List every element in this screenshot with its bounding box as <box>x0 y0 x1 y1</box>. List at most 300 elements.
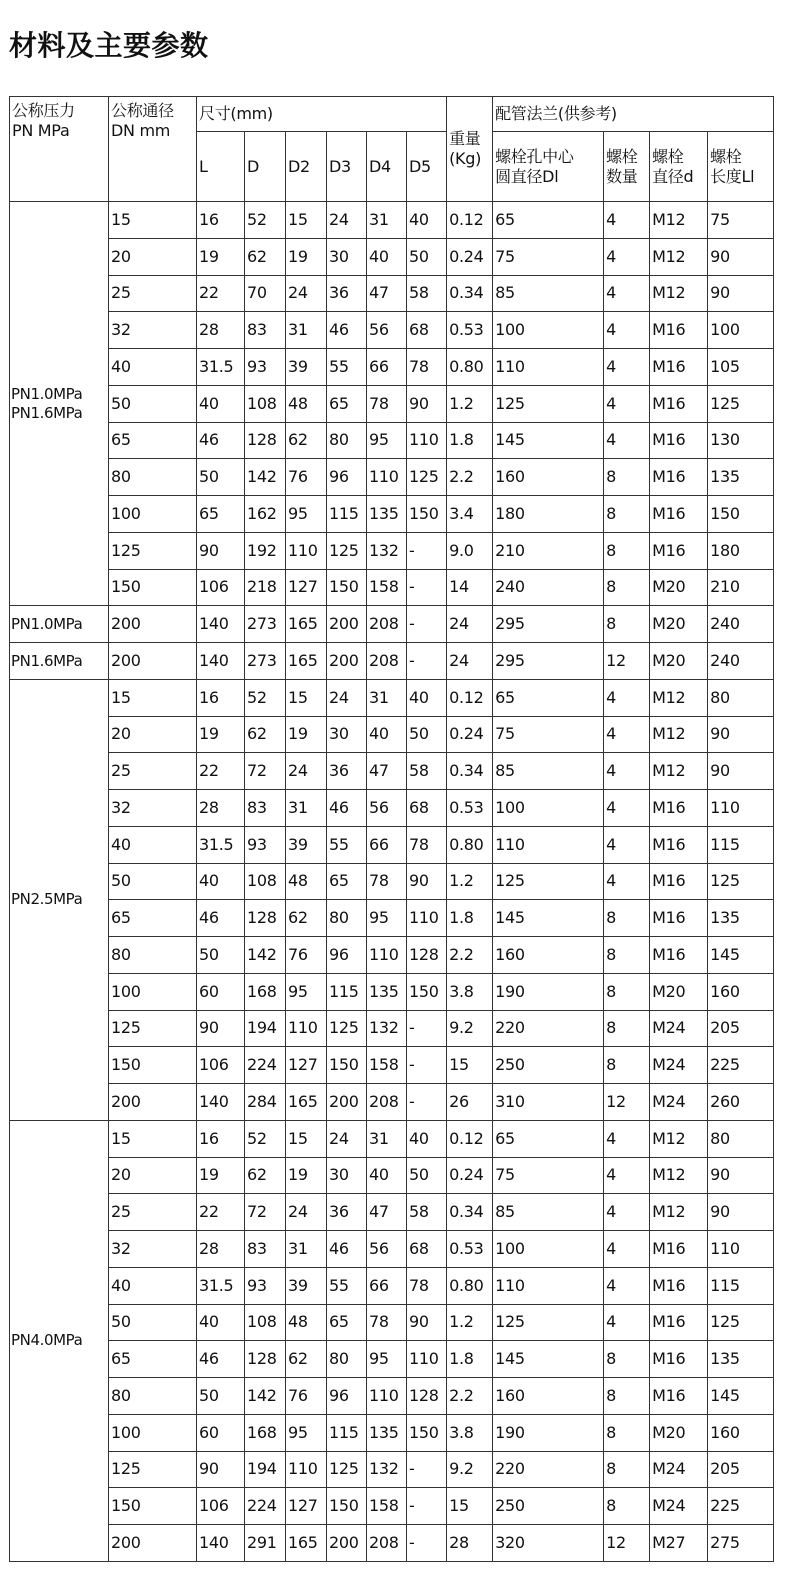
table-cell: 125 <box>407 459 447 496</box>
table-cell: 78 <box>367 385 407 422</box>
table-cell: 208 <box>367 606 407 643</box>
table-cell: 115 <box>708 1267 774 1304</box>
table-cell: 200 <box>109 643 197 680</box>
table-cell: 162 <box>245 496 286 533</box>
table-cell: 58 <box>407 753 447 790</box>
table-cell: 28 <box>447 1525 493 1562</box>
table-cell: 80 <box>327 1341 367 1378</box>
table-cell: 32 <box>109 1231 197 1268</box>
table-cell: 80 <box>109 937 197 974</box>
table-cell: 47 <box>367 753 407 790</box>
table-cell: 273 <box>245 606 286 643</box>
table-cell: 320 <box>493 1525 604 1562</box>
table-cell: - <box>407 1047 447 1084</box>
table-cell: 40 <box>367 1157 407 1194</box>
table-cell: 24 <box>286 1194 327 1231</box>
table-cell: 0.53 <box>447 1231 493 1268</box>
table-cell: 110 <box>367 459 407 496</box>
table-cell: 96 <box>327 937 367 974</box>
table-cell: 160 <box>708 1414 774 1451</box>
table-cell: 128 <box>407 937 447 974</box>
table-cell: 8 <box>604 900 650 937</box>
table-cell: 12 <box>604 1525 650 1562</box>
table-cell: 50 <box>109 1304 197 1341</box>
table-cell: 20 <box>109 716 197 753</box>
table-cell: 4 <box>604 275 650 312</box>
table-cell: 76 <box>286 937 327 974</box>
table-cell: 32 <box>109 790 197 827</box>
table-cell: 106 <box>197 1488 245 1525</box>
table-cell: 110 <box>407 422 447 459</box>
table-cell: 95 <box>286 496 327 533</box>
table-cell: 66 <box>367 1267 407 1304</box>
table-row <box>10 532 774 569</box>
table-cell: 4 <box>604 790 650 827</box>
table-cell: 0.34 <box>447 275 493 312</box>
table-cell: 0.12 <box>447 1120 493 1157</box>
table-cell: M24 <box>650 1047 708 1084</box>
table-cell: 15 <box>286 202 327 239</box>
table-cell: 8 <box>604 1047 650 1084</box>
table-cell: 19 <box>197 716 245 753</box>
table-cell: 40 <box>109 1267 197 1304</box>
table-cell: 16 <box>197 1120 245 1157</box>
header-flange-col-0: 螺栓孔中心 圆直径Dl <box>493 132 604 202</box>
table-cell: 80 <box>327 422 367 459</box>
table-row <box>10 238 774 275</box>
table-row <box>10 716 774 753</box>
page-title: 材料及主要参数 <box>9 29 209 62</box>
table-cell: 3.8 <box>447 973 493 1010</box>
table-cell: 31 <box>286 790 327 827</box>
table-cell: M16 <box>650 459 708 496</box>
table-cell: 2.2 <box>447 1378 493 1415</box>
table-cell: 100 <box>109 496 197 533</box>
table-cell: 58 <box>407 1194 447 1231</box>
table-cell: 80 <box>327 900 367 937</box>
table-cell: 68 <box>407 790 447 827</box>
table-cell: 218 <box>245 569 286 606</box>
header-weight: 重量 (Kg) <box>447 97 493 202</box>
table-cell: 180 <box>708 532 774 569</box>
table-cell: 8 <box>604 973 650 1010</box>
table-cell: 4 <box>604 349 650 386</box>
table-cell: 24 <box>447 643 493 680</box>
table-cell: 128 <box>245 422 286 459</box>
table-cell: 142 <box>245 1378 286 1415</box>
table-cell: 200 <box>327 1084 367 1121</box>
table-cell: 31.5 <box>197 1267 245 1304</box>
table-cell: 125 <box>327 1010 367 1047</box>
table-row <box>10 202 774 239</box>
table-cell: 4 <box>604 753 650 790</box>
table-cell: 140 <box>197 1084 245 1121</box>
table-cell: 46 <box>197 1341 245 1378</box>
table-cell: M20 <box>650 569 708 606</box>
table-cell: M16 <box>650 863 708 900</box>
table-cell: 31.5 <box>197 826 245 863</box>
table-cell: M20 <box>650 1414 708 1451</box>
pressure-group-cell: PN4.0MPa <box>10 1120 109 1561</box>
table-cell: 160 <box>493 1378 604 1415</box>
table-cell: 4 <box>604 312 650 349</box>
table-cell: 62 <box>245 1157 286 1194</box>
table-cell: 14 <box>447 569 493 606</box>
header-size-group: 尺寸(mm) <box>197 97 447 132</box>
table-cell: M16 <box>650 349 708 386</box>
table-cell: 4 <box>604 1267 650 1304</box>
table-row <box>10 1010 774 1047</box>
table-cell: 168 <box>245 973 286 1010</box>
table-row <box>10 1120 774 1157</box>
table-cell: 0.34 <box>447 1194 493 1231</box>
table-cell: 80 <box>708 679 774 716</box>
table-cell: 90 <box>407 863 447 900</box>
table-cell: 8 <box>604 1414 650 1451</box>
table-cell: 78 <box>407 826 447 863</box>
table-cell: 291 <box>245 1525 286 1562</box>
table-cell: 16 <box>197 202 245 239</box>
table-cell: 127 <box>286 1047 327 1084</box>
table-cell: 0.80 <box>447 349 493 386</box>
table-cell: M12 <box>650 1194 708 1231</box>
table-cell: 66 <box>367 349 407 386</box>
table-cell: 125 <box>708 863 774 900</box>
header-dim-d: D <box>245 132 286 202</box>
table-cell: 25 <box>109 753 197 790</box>
table-cell: 8 <box>604 569 650 606</box>
table-cell: 106 <box>197 569 245 606</box>
table-cell: 135 <box>708 459 774 496</box>
table-cell: 12 <box>604 1084 650 1121</box>
table-cell: 30 <box>327 238 367 275</box>
table-cell: 106 <box>197 1047 245 1084</box>
table-cell: 62 <box>245 238 286 275</box>
table-cell: 210 <box>493 532 604 569</box>
table-cell: 62 <box>286 422 327 459</box>
table-cell: 275 <box>708 1525 774 1562</box>
table-cell: - <box>407 643 447 680</box>
table-cell: 90 <box>407 385 447 422</box>
table-cell: 24 <box>286 275 327 312</box>
table-cell: 165 <box>286 606 327 643</box>
table-cell: M16 <box>650 1231 708 1268</box>
table-cell: 0.12 <box>447 202 493 239</box>
table-cell: 9.2 <box>447 1451 493 1488</box>
table-cell: 20 <box>109 238 197 275</box>
table-cell: 90 <box>197 532 245 569</box>
table-row <box>10 1488 774 1525</box>
table-cell: 95 <box>286 1414 327 1451</box>
table-cell: - <box>407 1010 447 1047</box>
table-cell: 78 <box>367 863 407 900</box>
table-cell: 15 <box>286 679 327 716</box>
table-row <box>10 643 774 680</box>
table-cell: 208 <box>367 643 407 680</box>
table-cell: M16 <box>650 312 708 349</box>
table-cell: 200 <box>109 1084 197 1121</box>
table-cell: 3.8 <box>447 1414 493 1451</box>
table-cell: 62 <box>286 1341 327 1378</box>
table-cell: 50 <box>109 863 197 900</box>
table-cell: 110 <box>407 900 447 937</box>
table-cell: 75 <box>493 238 604 275</box>
table-cell: 90 <box>197 1451 245 1488</box>
table-cell: 295 <box>493 643 604 680</box>
table-cell: 28 <box>197 1231 245 1268</box>
table-cell: 192 <box>245 532 286 569</box>
pressure-group-cell: PN1.6MPa <box>10 643 109 680</box>
table-cell: 19 <box>286 716 327 753</box>
table-row <box>10 422 774 459</box>
table-cell: 19 <box>286 1157 327 1194</box>
table-cell: 115 <box>327 496 367 533</box>
table-cell: 47 <box>367 275 407 312</box>
table-row <box>10 1378 774 1415</box>
table-cell: 90 <box>708 1157 774 1194</box>
table-cell: M12 <box>650 202 708 239</box>
table-cell: 125 <box>708 1304 774 1341</box>
table-cell: 75 <box>493 716 604 753</box>
table-cell: 39 <box>286 826 327 863</box>
table-cell: 65 <box>493 679 604 716</box>
table-cell: 250 <box>493 1047 604 1084</box>
table-cell: 110 <box>367 937 407 974</box>
table-cell: - <box>407 1525 447 1562</box>
header-dim-d5: D5 <box>407 132 447 202</box>
table-cell: 52 <box>245 679 286 716</box>
table-cell: 125 <box>327 532 367 569</box>
table-cell: 65 <box>327 863 367 900</box>
table-cell: M12 <box>650 1120 708 1157</box>
table-cell: 150 <box>708 496 774 533</box>
table-cell: 110 <box>286 1010 327 1047</box>
table-cell: 9.2 <box>447 1010 493 1047</box>
table-cell: 15 <box>447 1047 493 1084</box>
table-cell: 30 <box>327 1157 367 1194</box>
table-cell: 15 <box>109 679 197 716</box>
table-cell: 8 <box>604 606 650 643</box>
header-dim-d3: D3 <box>327 132 367 202</box>
table-cell: 150 <box>109 569 197 606</box>
table-cell: - <box>407 1451 447 1488</box>
table-cell: 78 <box>407 1267 447 1304</box>
table-cell: 78 <box>407 349 447 386</box>
table-cell: 8 <box>604 459 650 496</box>
table-cell: 24 <box>447 606 493 643</box>
table-row <box>10 826 774 863</box>
table-cell: M16 <box>650 1304 708 1341</box>
table-cell: 46 <box>197 900 245 937</box>
table-cell: M12 <box>650 716 708 753</box>
table-cell: 135 <box>367 496 407 533</box>
table-cell: 90 <box>197 1010 245 1047</box>
table-cell: 125 <box>109 532 197 569</box>
table-cell: 4 <box>604 863 650 900</box>
table-cell: 31 <box>367 1120 407 1157</box>
table-row <box>10 1194 774 1231</box>
table-cell: 1.8 <box>447 1341 493 1378</box>
table-row <box>10 1047 774 1084</box>
table-cell: 240 <box>708 643 774 680</box>
table-cell: 0.53 <box>447 312 493 349</box>
table-cell: 19 <box>286 238 327 275</box>
table-cell: 40 <box>407 679 447 716</box>
table-cell: 160 <box>493 937 604 974</box>
table-cell: 80 <box>109 1378 197 1415</box>
table-cell: 200 <box>327 1525 367 1562</box>
table-cell: 65 <box>493 1120 604 1157</box>
table-cell: 90 <box>708 238 774 275</box>
table-cell: M24 <box>650 1010 708 1047</box>
table-cell: 40 <box>407 1120 447 1157</box>
table-cell: 108 <box>245 863 286 900</box>
table-cell: 65 <box>109 900 197 937</box>
table-cell: 70 <box>245 275 286 312</box>
table-cell: 273 <box>245 643 286 680</box>
header-dim-d4: D4 <box>367 132 407 202</box>
table-row <box>10 973 774 1010</box>
table-cell: 125 <box>708 385 774 422</box>
table-cell: 39 <box>286 349 327 386</box>
table-cell: 20 <box>109 1157 197 1194</box>
table-row <box>10 790 774 827</box>
table-cell: 50 <box>197 459 245 496</box>
table-cell: M12 <box>650 238 708 275</box>
table-cell: 50 <box>407 238 447 275</box>
table-cell: 62 <box>245 716 286 753</box>
table-cell: 208 <box>367 1525 407 1562</box>
table-cell: 105 <box>708 349 774 386</box>
table-cell: 110 <box>286 1451 327 1488</box>
table-cell: 24 <box>327 1120 367 1157</box>
table-cell: 200 <box>109 606 197 643</box>
table-cell: 225 <box>708 1047 774 1084</box>
table-cell: 24 <box>286 753 327 790</box>
table-cell: 40 <box>109 826 197 863</box>
table-cell: 210 <box>708 569 774 606</box>
table-cell: 115 <box>327 1414 367 1451</box>
table-cell: 158 <box>367 569 407 606</box>
table-cell: 132 <box>367 532 407 569</box>
table-cell: 125 <box>109 1010 197 1047</box>
table-cell: 100 <box>493 312 604 349</box>
table-row <box>10 1231 774 1268</box>
table-row <box>10 1267 774 1304</box>
table-cell: 0.80 <box>447 1267 493 1304</box>
table-cell: 52 <box>245 1120 286 1157</box>
table-cell: 3.4 <box>447 496 493 533</box>
table-cell: 9.0 <box>447 532 493 569</box>
table-cell: 24 <box>327 202 367 239</box>
table-cell: 56 <box>367 790 407 827</box>
table-cell: M16 <box>650 790 708 827</box>
table-cell: 58 <box>407 275 447 312</box>
table-cell: 0.12 <box>447 679 493 716</box>
table-cell: - <box>407 569 447 606</box>
table-cell: 25 <box>109 1194 197 1231</box>
table-row <box>10 1451 774 1488</box>
table-cell: 135 <box>367 1414 407 1451</box>
table-cell: 180 <box>493 496 604 533</box>
table-cell: M16 <box>650 1267 708 1304</box>
table-cell: 50 <box>197 937 245 974</box>
table-cell: 160 <box>708 973 774 1010</box>
table-cell: M12 <box>650 753 708 790</box>
table-cell: 46 <box>327 1231 367 1268</box>
table-cell: 135 <box>367 973 407 1010</box>
table-cell: 31 <box>286 312 327 349</box>
table-cell: 46 <box>327 312 367 349</box>
table-cell: M16 <box>650 1341 708 1378</box>
table-row <box>10 900 774 937</box>
table-cell: 110 <box>493 826 604 863</box>
table-cell: 8 <box>604 532 650 569</box>
table-cell: 1.2 <box>447 863 493 900</box>
table-cell: 85 <box>493 1194 604 1231</box>
table-cell: 65 <box>197 496 245 533</box>
table-row <box>10 496 774 533</box>
table-cell: 90 <box>708 275 774 312</box>
table-cell: 48 <box>286 1304 327 1341</box>
table-cell: 80 <box>708 1120 774 1157</box>
table-cell: 205 <box>708 1010 774 1047</box>
table-cell: 68 <box>407 1231 447 1268</box>
table-row <box>10 349 774 386</box>
table-cell: 60 <box>197 973 245 1010</box>
table-cell: 47 <box>367 1194 407 1231</box>
table-cell: 4 <box>604 422 650 459</box>
table-cell: 150 <box>327 1488 367 1525</box>
table-cell: 40 <box>197 385 245 422</box>
table-cell: 142 <box>245 459 286 496</box>
table-cell: 4 <box>604 202 650 239</box>
table-cell: 50 <box>407 716 447 753</box>
table-cell: 26 <box>447 1084 493 1121</box>
table-row <box>10 275 774 312</box>
table-cell: 128 <box>245 1341 286 1378</box>
table-cell: 96 <box>327 459 367 496</box>
table-cell: 150 <box>109 1488 197 1525</box>
table-cell: 95 <box>367 900 407 937</box>
table-cell: 90 <box>407 1304 447 1341</box>
table-row <box>10 1525 774 1562</box>
table-cell: 115 <box>327 973 367 1010</box>
table-cell: 8 <box>604 1010 650 1047</box>
table-cell: 90 <box>708 753 774 790</box>
table-cell: 165 <box>286 1525 327 1562</box>
table-cell: 36 <box>327 753 367 790</box>
table-cell: 250 <box>493 1488 604 1525</box>
table-cell: 220 <box>493 1451 604 1488</box>
table-cell: 65 <box>493 202 604 239</box>
table-cell: 95 <box>367 422 407 459</box>
table-cell: 194 <box>245 1010 286 1047</box>
table-cell: 125 <box>327 1451 367 1488</box>
table-cell: 4 <box>604 679 650 716</box>
table-cell: 31.5 <box>197 349 245 386</box>
table-cell: 1.2 <box>447 385 493 422</box>
table-cell: 12 <box>604 643 650 680</box>
table-row <box>10 753 774 790</box>
table-cell: 24 <box>327 679 367 716</box>
table-cell: 0.53 <box>447 790 493 827</box>
table-cell: 145 <box>708 937 774 974</box>
header-dim-d2: D2 <box>286 132 327 202</box>
table-cell: 4 <box>604 1120 650 1157</box>
table-cell: 55 <box>327 826 367 863</box>
table-cell: 132 <box>367 1451 407 1488</box>
